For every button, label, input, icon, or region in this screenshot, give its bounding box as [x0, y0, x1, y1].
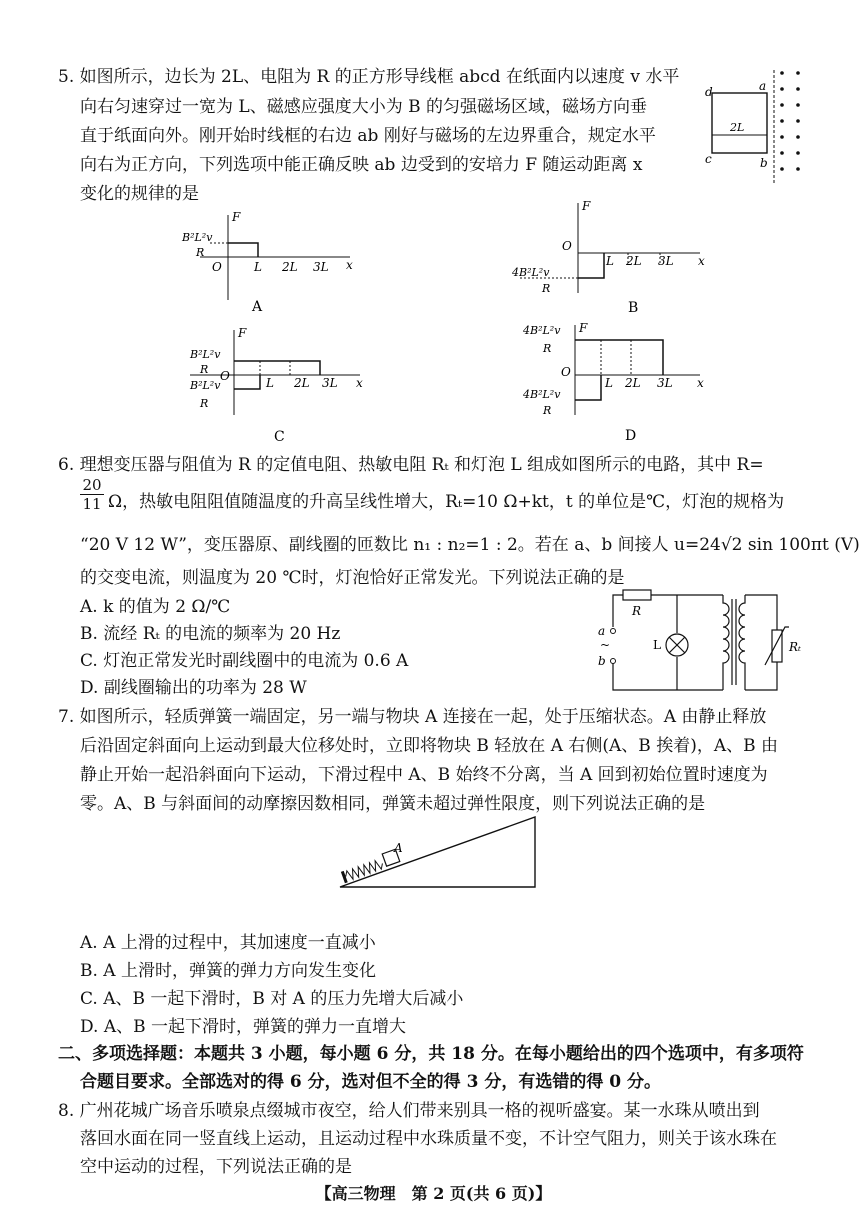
- origin-label: O: [561, 365, 571, 379]
- option-label-b: B: [628, 300, 639, 316]
- tick-3L: 3L: [313, 260, 329, 274]
- wire-left-top: [613, 595, 623, 627]
- q7-option-d: D. A、B 一起下滑时，弹簧的弹力一直增大: [80, 1017, 407, 1037]
- q7-line-1: 7. 如图所示，轻质弹簧一端固定，另一端与物块 A 连接在一起，处于压缩状态。A 由静止释放: [58, 707, 767, 727]
- option-label-a: A: [252, 299, 263, 315]
- q6-circuit: [585, 585, 815, 697]
- graph-c: [170, 325, 370, 445]
- option-label-d: D: [625, 428, 637, 444]
- q6-option-d: D. 副线圈输出的功率为 28 W: [80, 678, 307, 698]
- force-curve: [578, 253, 604, 278]
- label-2L: 2L: [730, 121, 745, 134]
- q7-line-3: 静止开始一起沿斜面向下运动，下滑过程中 A、B 始终不分离，当 A 回到初始位置时速度为: [80, 765, 768, 785]
- terminal-a: [611, 629, 616, 634]
- axis-f-label: F: [579, 321, 588, 335]
- origin-label: O: [220, 369, 230, 383]
- option-label-c: C: [274, 429, 285, 445]
- bottom-value-denominator: R: [543, 404, 552, 417]
- q7-line-2: 后沿固定斜面向上运动到最大位移处时，立即将物块 B 轻放在 A 右侧(A、B 挨着)，A、B 由: [80, 736, 778, 756]
- q6-line-2: Ω，热敏电阻阻值随温度的升高呈线性增大，Rₜ=10 Ω+kt，t 的单位是℃，灯泡的规格为: [108, 492, 785, 512]
- q6-option-c: C. 灯泡正常发光时副线圈中的电流为 0.6 A: [80, 651, 409, 671]
- q7-option-a: A. A 上滑的过程中，其加速度一直减小: [80, 933, 376, 953]
- tick-3L: 3L: [322, 376, 338, 390]
- label-r: R: [632, 604, 642, 618]
- force-curve: [228, 243, 258, 257]
- label-rt: Rₜ: [789, 640, 801, 654]
- q5-line-5: 变化的规律的是: [80, 184, 199, 204]
- label-tilde: ~: [600, 638, 611, 652]
- fraction-denominator: 11: [82, 495, 102, 513]
- force-curve-negative: [575, 375, 601, 400]
- section2-line-1: 二、多项选择题：本题共 3 小题，每小题 6 分，共 18 分。在每小题给出的四个选项中，有多项符: [58, 1044, 804, 1064]
- tick-L: L: [254, 260, 262, 274]
- block-a-label: A: [394, 841, 403, 855]
- axis-x-label: x: [346, 258, 353, 272]
- label-a: a: [759, 79, 767, 93]
- page-footer: 【高三物理 第 2 页(共 6 页)】: [315, 1184, 552, 1203]
- axis-f-label: F: [232, 210, 241, 224]
- q5-line-2: 向右匀速穿过一宽为 L、磁感应强度大小为 B 的匀强磁场区域，磁场方向垂: [80, 97, 647, 117]
- top-value-denominator: R: [196, 246, 205, 259]
- axis-f-label: F: [582, 199, 591, 213]
- magnetic-field-dots: [780, 71, 800, 171]
- top-value-numerator: B²L²v: [182, 231, 213, 244]
- tick-3L: 3L: [657, 376, 673, 390]
- force-curve-positive: [234, 361, 320, 375]
- tick-2L: 2L: [282, 260, 298, 274]
- graph-a: [170, 205, 370, 317]
- tick-L: L: [266, 376, 274, 390]
- wire-right-bottom: [745, 662, 777, 690]
- label-b: b: [598, 654, 606, 668]
- q5-frame-figure: [700, 65, 815, 190]
- axis-f-label: F: [238, 326, 247, 340]
- q5-line-1: 5. 如图所示，边长为 2L、电阻为 R 的正方形导线框 abcd 在纸面内以速度 v 水平: [58, 67, 680, 87]
- q6-line-3: “20 V 12 W”，变压器原、副线圈的匝数比 n₁ : n₂=1 : 2。若在 a、b 间接人 u=24√2 sin 100πt (V): [80, 535, 860, 555]
- label-a: a: [598, 624, 606, 638]
- thermistor-slash: [765, 627, 789, 665]
- tick-L: L: [605, 376, 613, 390]
- label-c: c: [705, 152, 712, 166]
- axis-x-label: x: [697, 376, 704, 390]
- wire-right-top: [745, 595, 777, 630]
- q7-option-b: B. A 上滑时，弹簧的弹力方向发生变化: [80, 961, 376, 981]
- bottom-value-denominator: R: [542, 282, 551, 295]
- resistor-r: [623, 590, 651, 600]
- q6-line-4: 的交变电流，则温度为 20 ℃时，灯泡恰好正常发光。下列说法正确的是: [80, 568, 625, 588]
- q7-line-4: 零。A、B 与斜面间的动摩擦因数相同，弹簧未超过弹性限度，则下列说法正确的是: [80, 794, 706, 814]
- q8-line-2: 落回水面在同一竖直线上运动，且运动过程中水珠质量不变，不计空气阻力，则关于该水珠在: [80, 1129, 777, 1149]
- bottom-value-denominator: R: [200, 397, 209, 410]
- top-value-numerator: 4B²L²v: [523, 324, 561, 337]
- q7-option-c: C. A、B 一起下滑时，B 对 A 的压力先增大后减小: [80, 989, 464, 1009]
- top-value-denominator: R: [200, 363, 209, 376]
- label-lamp: L: [653, 638, 661, 652]
- origin-label: O: [212, 260, 222, 274]
- tick-L: L: [606, 254, 614, 268]
- wire-bottom: [613, 663, 723, 690]
- q7-incline-figure: [330, 812, 550, 894]
- label-d: d: [705, 85, 713, 99]
- origin-label: O: [562, 239, 572, 253]
- axis-x-label: x: [356, 376, 363, 390]
- label-b: b: [760, 156, 768, 170]
- top-value-denominator: R: [543, 342, 552, 355]
- terminal-b: [611, 659, 616, 664]
- q6-option-a: A. k 的值为 2 Ω/℃: [80, 597, 231, 617]
- bottom-value-numerator: 4B²L²v: [523, 388, 561, 401]
- q8-line-1: 8. 广州花城广场音乐喷泉点缀城市夜空，给人们带来别具一格的视听盛宴。某一水珠从喷出到: [58, 1101, 760, 1121]
- force-curve-negative: [234, 375, 260, 389]
- tick-3L: 3L: [658, 254, 674, 268]
- top-value-numerator: B²L²v: [190, 348, 221, 361]
- tick-2L: 2L: [294, 376, 310, 390]
- graph-d: [505, 320, 710, 445]
- q5-line-3: 直于纸面向外。刚开始时线框的右边 ab 刚好与磁场的左边界重合，规定水平: [80, 126, 656, 146]
- bottom-value-numerator: 4B²L²v: [512, 266, 550, 279]
- secondary-coil: [739, 595, 745, 690]
- tick-2L: 2L: [625, 376, 641, 390]
- force-curve-positive: [575, 340, 663, 375]
- q5-line-4: 向右为正方向，下列选项中能正确反映 ab 边受到的安培力 F 随运动距离 x: [80, 155, 643, 175]
- q6-option-b: B. 流经 Rₜ 的电流的频率为 20 Hz: [80, 624, 341, 644]
- section2-line-2: 合题目要求。全部选对的得 6 分，选对但不全的得 3 分，有选错的得 0 分。: [80, 1072, 661, 1092]
- incline: [340, 817, 535, 887]
- q8-line-3: 空中运动的过程，下列说法正确的是: [80, 1157, 352, 1177]
- graph-b: [500, 198, 710, 318]
- bottom-value-numerator: B²L²v: [190, 379, 221, 392]
- tick-2L: 2L: [626, 254, 642, 268]
- q6-fraction: [80, 476, 104, 513]
- primary-coil: [723, 595, 729, 690]
- fraction-numerator: 20: [80, 476, 104, 495]
- axis-x-label: x: [698, 254, 705, 268]
- q6-line-1: 6. 理想变压器与阻值为 R 的定值电阻、热敏电阻 Rₜ 和灯泡 L 组成如图所示的电路，其中 R=: [58, 455, 764, 475]
